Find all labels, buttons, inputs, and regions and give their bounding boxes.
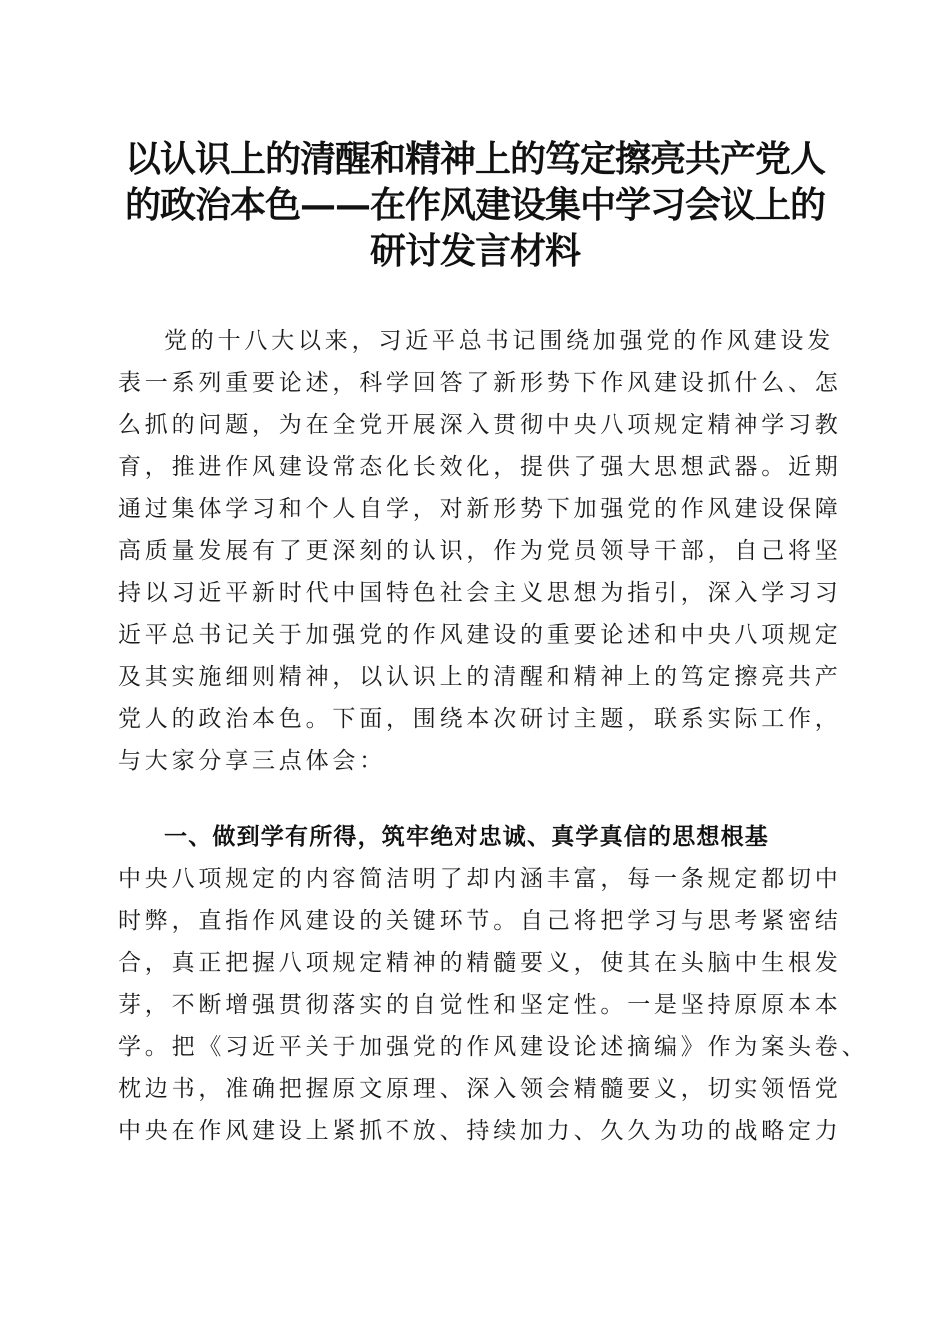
paragraph-line: 中央八项规定的内容简洁明了却内涵丰富，每一条规定都切中 xyxy=(118,866,842,892)
paragraph-line: 表一系列重要论述，科学回答了新形势下作风建设抓什么、怎 xyxy=(118,370,842,396)
paragraph-line: 么抓的问题，为在全党开展深入贯彻中央八项规定精神学习教 xyxy=(118,412,842,438)
paragraph-line: 合，真正把握八项规定精神的精髓要义，使其在头脑中生根发 xyxy=(118,950,842,976)
paragraph-line: 时弊，直指作风建设的关键环节。自己将把学习与思考紧密结 xyxy=(118,908,842,934)
paragraph-line: 通过集体学习和个人自学，对新形势下加强党的作风建设保障 xyxy=(118,496,842,522)
paragraph-line: 高质量发展有了更深刻的认识，作为党员领导干部，自己将坚 xyxy=(118,538,842,564)
title-line: 研讨发言材料 xyxy=(369,230,580,272)
paragraph-line: 育，推进作风建设常态化长效化，提供了强大思想武器。近期 xyxy=(118,454,842,480)
title-line: 以认识上的清醒和精神上的笃定擦亮共产党人 xyxy=(124,138,825,180)
paragraph-line: 枕边书，准确把握原文原理、深入领会精髓要义，切实领悟党 xyxy=(118,1076,842,1102)
paragraph-line: 学。把《习近平关于加强党的作风建设论述摘编》作为案头卷、 xyxy=(118,1034,869,1060)
paragraph-line: 党人的政治本色。下面，围绕本次研讨主题，联系实际工作， xyxy=(118,706,842,732)
title-line: 的政治本色——在作风建设集中学习会议上的 xyxy=(124,184,825,226)
section-heading: 一、做到学有所得，筑牢绝对忠诚、真学真信的思想根基 xyxy=(164,824,769,850)
paragraph-line: 中央在作风建设上紧抓不放、持续加力、久久为功的战略定力 xyxy=(118,1118,842,1144)
paragraph-line: 芽，不断增强贯彻落实的自觉性和坚定性。一是坚持原原本本 xyxy=(118,992,842,1018)
paragraph-line: 及其实施细则精神，以认识上的清醒和精神上的笃定擦亮共产 xyxy=(118,664,842,690)
paragraph-line: 与大家分享三点体会： xyxy=(118,748,386,774)
document-title xyxy=(100,136,850,274)
paragraph-line: 持以习近平新时代中国特色社会主义思想为指引，深入学习习 xyxy=(118,580,842,606)
paragraph-line: 党的十八大以来，习近平总书记围绕加强党的作风建设发 xyxy=(164,328,834,354)
paragraph-line: 近平总书记关于加强党的作风建设的重要论述和中央八项规定 xyxy=(118,622,842,648)
